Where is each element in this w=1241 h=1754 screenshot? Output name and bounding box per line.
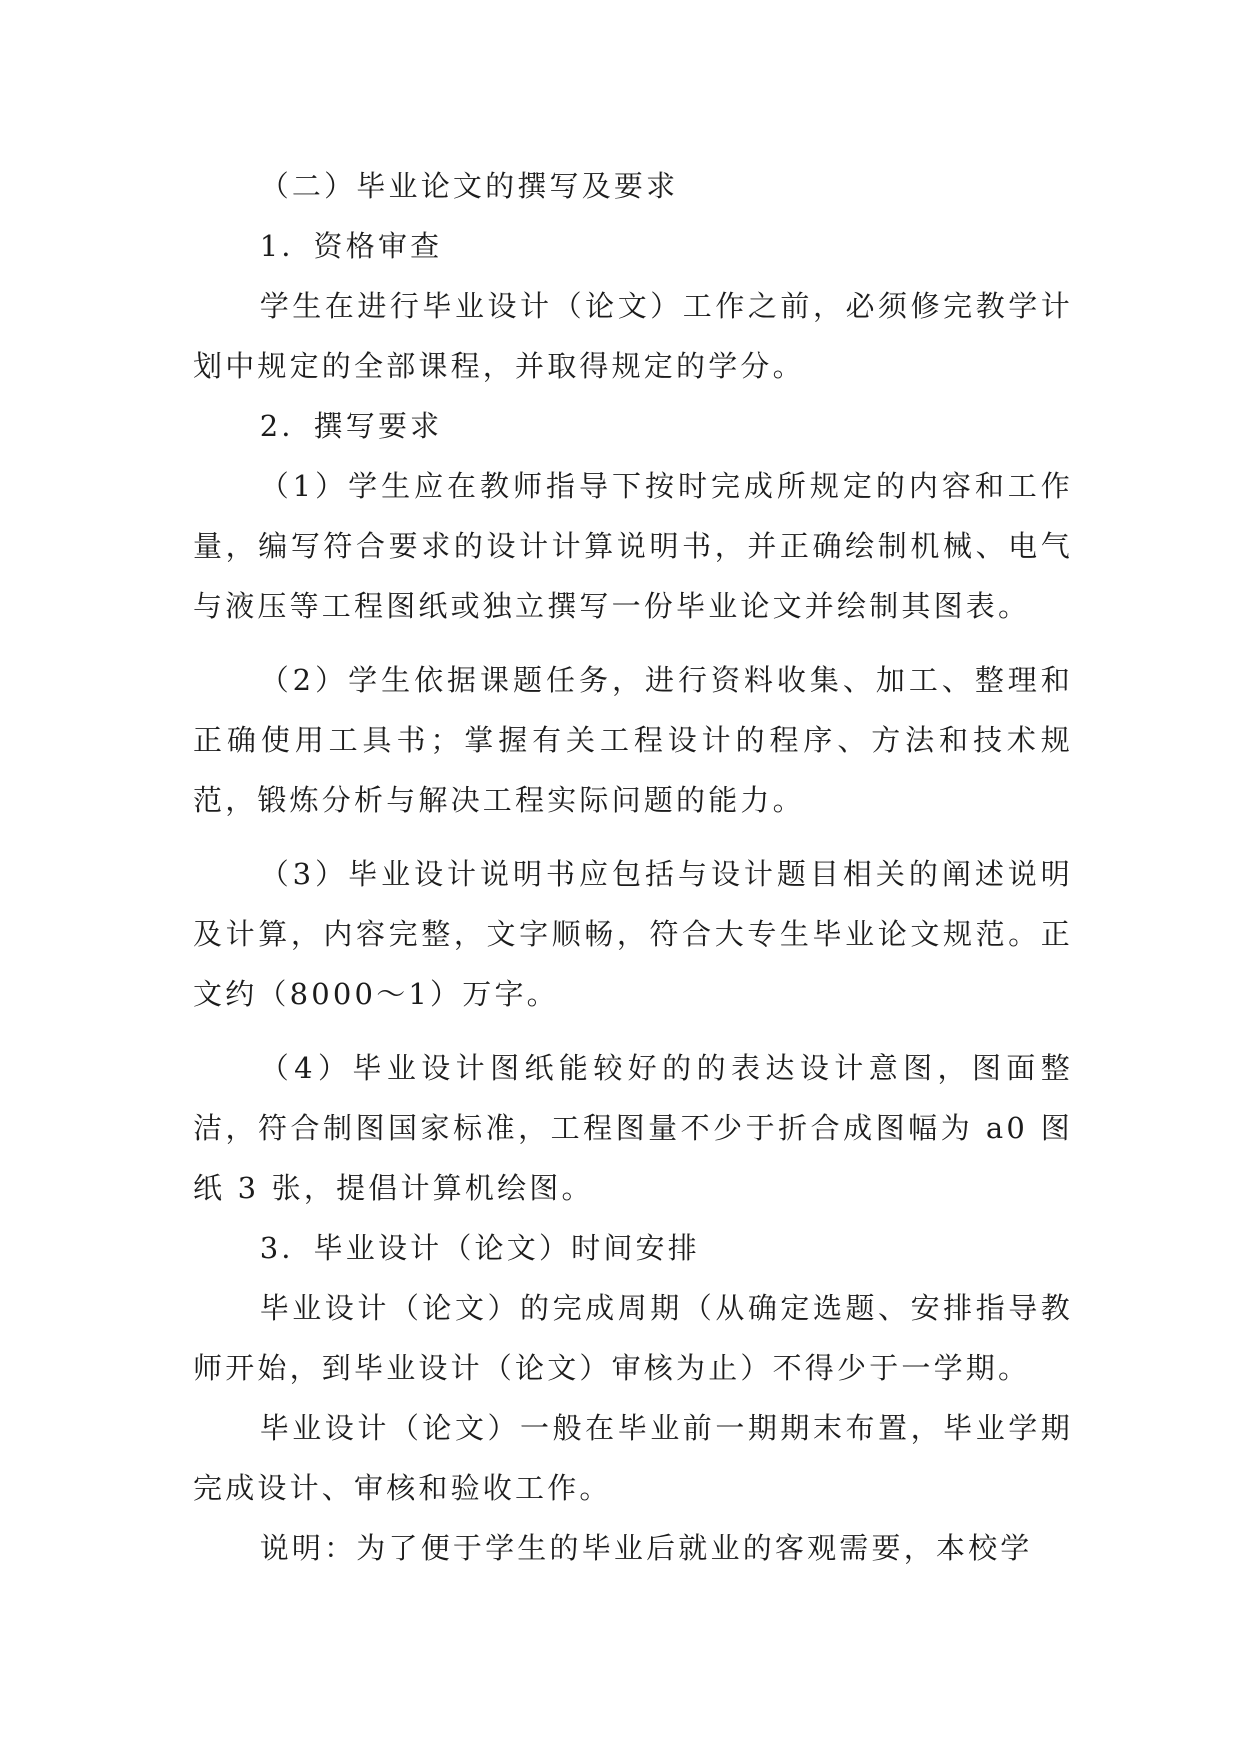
paragraph-note: 说明：为了便于学生的毕业后就业的客观需要，本校学 <box>259 1531 1033 1565</box>
paragraph-qualification: 学生在进行毕业设计（论文）工作之前，必须修完教学计划中规定的全部课程，并取得规定的学分。 <box>193 289 1073 383</box>
subheading-qualification-review: 1．资格审查 <box>259 229 443 263</box>
paragraph-requirement-3: （3）毕业设计说明书应包括与设计题目相关的阐述说明及计算，内容完整，文字顺畅，符合大专生毕业论文规范。正文约（8000～1）万字。 <box>193 857 1073 1011</box>
paragraph-requirement-1: （1）学生应在教师指导下按时完成所规定的内容和工作量，编写符合要求的设计计算说明书，并正确绘制机械、电气与液压等工程图纸或独立撰写一份毕业论文并绘制其图表。 <box>193 469 1073 623</box>
document-body <box>193 156 1073 1578</box>
paragraph-requirement-4: （4）毕业设计图纸能较好的的表达设计意图，图面整洁，符合制图国家标准，工程图量不少于折合成图幅为 a0 图纸 3 张，提倡计算机绘图。 <box>193 1051 1073 1205</box>
subheading-writing-requirements: 2．撰写要求 <box>259 409 443 443</box>
paragraph-requirement-2: （2）学生依据课题任务，进行资料收集、加工、整理和正确使用工具书；掌握有关工程设计的程序、方法和技术规范，锻炼分析与解决工程实际问题的能力。 <box>193 663 1073 817</box>
section-heading: （二）毕业论文的撰写及要求 <box>259 169 679 203</box>
subheading-time-schedule: 3．毕业设计（论文）时间安排 <box>259 1231 700 1265</box>
paragraph-schedule-period: 毕业设计（论文）的完成周期（从确定选题、安排指导教师开始，到毕业设计（论文）审核为止）不得少于一学期。 <box>193 1291 1073 1385</box>
paragraph-schedule-arrangement: 毕业设计（论文）一般在毕业前一期期末布置，毕业学期完成设计、审核和验收工作。 <box>193 1411 1073 1505</box>
